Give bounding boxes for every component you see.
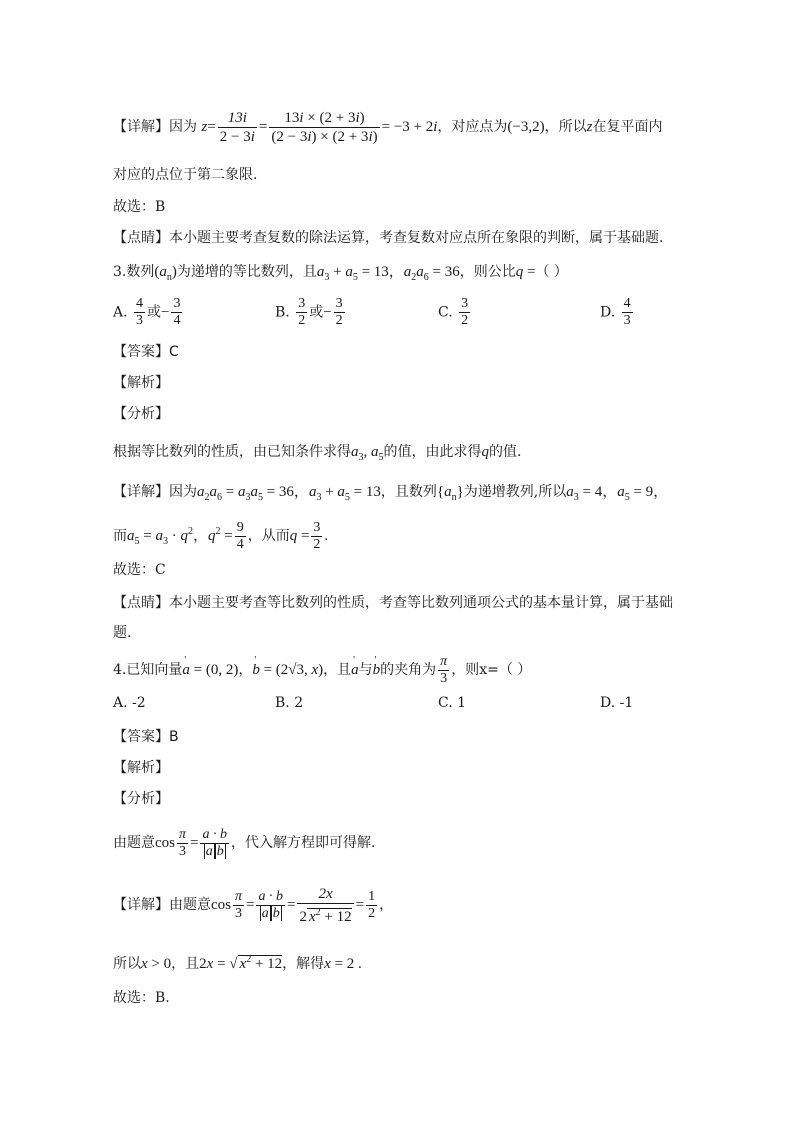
q4-option-d[interactable]: D. -1 — [600, 695, 634, 711]
q4-detail: 【详解】由题意cos $\frac{\pi}{3}$ = $\frac{a \cdot b}{\text{a b}}$ = $\frac{2x}{2 x^2 + 12}$ = $\frac{1}{2}$ ， — [113, 885, 394, 925]
q3-detail: 【详解】因为$a_2a_6 = a_3a_5 = 36$，$a_3 + a_5 = 13$，且数列$\{a_n\}$为递增教列,所以$a_3 = 4$，$a_5 = 9$， — [113, 484, 669, 503]
q3-fenxi: 【分析】 — [113, 406, 169, 422]
q3-option-c[interactable]: C. $\frac{3}{2}$ — [438, 296, 469, 328]
q3-comment: 【点睛】本小题主要考查等比数列的性质，考查等比数列通项公式的基本量计算，属于基础 — [113, 595, 673, 611]
q2-choice: 故选：B — [113, 199, 166, 215]
q4-option-b[interactable]: B. 2 — [275, 695, 304, 711]
q4-stem: 4.已知向量' a = (0, 2)，' b = (2√3, x)，且' a与' b的夹角为 $\frac{\pi}{3}$ ，则x=（ ） — [113, 652, 531, 688]
q3-analysis: 【解析】 — [113, 375, 169, 391]
q4-option-c[interactable]: C. 1 — [438, 695, 467, 711]
q3-option-a[interactable]: A. $\frac{4}{3}$ 或− $\frac{3}{4}$ — [113, 296, 181, 328]
q3-comment-line2: 题. — [113, 625, 132, 641]
q2-detail-line: 【详解】因为 z= $\frac{13i}{2 - 3i}$ = $\frac{13i \times (2 + 3i)}{(2 - 3i) \times (2 + 3i)}$ = −3 + 2i，对应点为(−3,2)，所以z在复平面内 — [113, 109, 663, 145]
q3-stem: 3.数列$(a_n)$为递增的等比数列，且$a_3 + a_5 = 13$，$a_2a_6 = 36$，则公比q =（ ） — [113, 264, 568, 283]
q4-so: 所以x > 0，且2x = √ $x^2 + 12$，解得x = 2 . — [113, 954, 362, 972]
q4-answer: 【答案】B — [113, 729, 179, 745]
q2-detail-line2: 对应的点位于第二象限. — [113, 167, 258, 183]
q3-detail-line2: 而$a_5 = a_3 \cdot q^2$，$q^2$ = $\frac{9}{4}$ ，从而q = $\frac{3}{2}$ . — [113, 519, 329, 552]
q4-fenxi-text: 由题意cos $\frac{\pi}{3}$ = $\frac{a \cdot b}{\text{a b}}$ ，代入解方程即可得解. — [113, 826, 376, 859]
fraction-expanded: $\frac{13i \times (2 + 3i)}{(2 - 3i) \times (2 + 3i)}$ — [271, 109, 378, 145]
detail-text: 因为 — [169, 119, 197, 135]
q3-fenxi-text: 根据等比数列的性质，由已知条件求得$a_3$, $a_5$的值，由此求得q的值. — [113, 444, 522, 463]
q4-option-a[interactable]: A. -2 — [113, 695, 146, 711]
point-coord: (−3,2) — [507, 119, 545, 135]
q4-choice: 故选：B. — [113, 990, 170, 1006]
q4-analysis: 【解析】 — [113, 760, 169, 776]
formula-z: z — [201, 119, 208, 135]
q3-option-b[interactable]: B. $\frac{3}{2}$ 或− $\frac{3}{2}$ — [275, 296, 343, 328]
q3-option-d[interactable]: D. $\frac{4}{3}$ — [600, 296, 631, 328]
q4-fenxi: 【分析】 — [113, 791, 169, 807]
q3-choice: 故选：C — [113, 562, 166, 578]
fraction-13i: $\frac{13i}{2 - 3i}$ — [219, 109, 255, 145]
detail-text: ，对应点为 — [437, 119, 508, 135]
q2-comment: 【点睛】本小题主要考查复数的除法运算，考查复数对应点所在象限的判断，属于基础题. — [113, 230, 664, 246]
q3-answer: 【答案】C — [113, 344, 179, 360]
detail-tag: 【详解】 — [113, 119, 169, 135]
